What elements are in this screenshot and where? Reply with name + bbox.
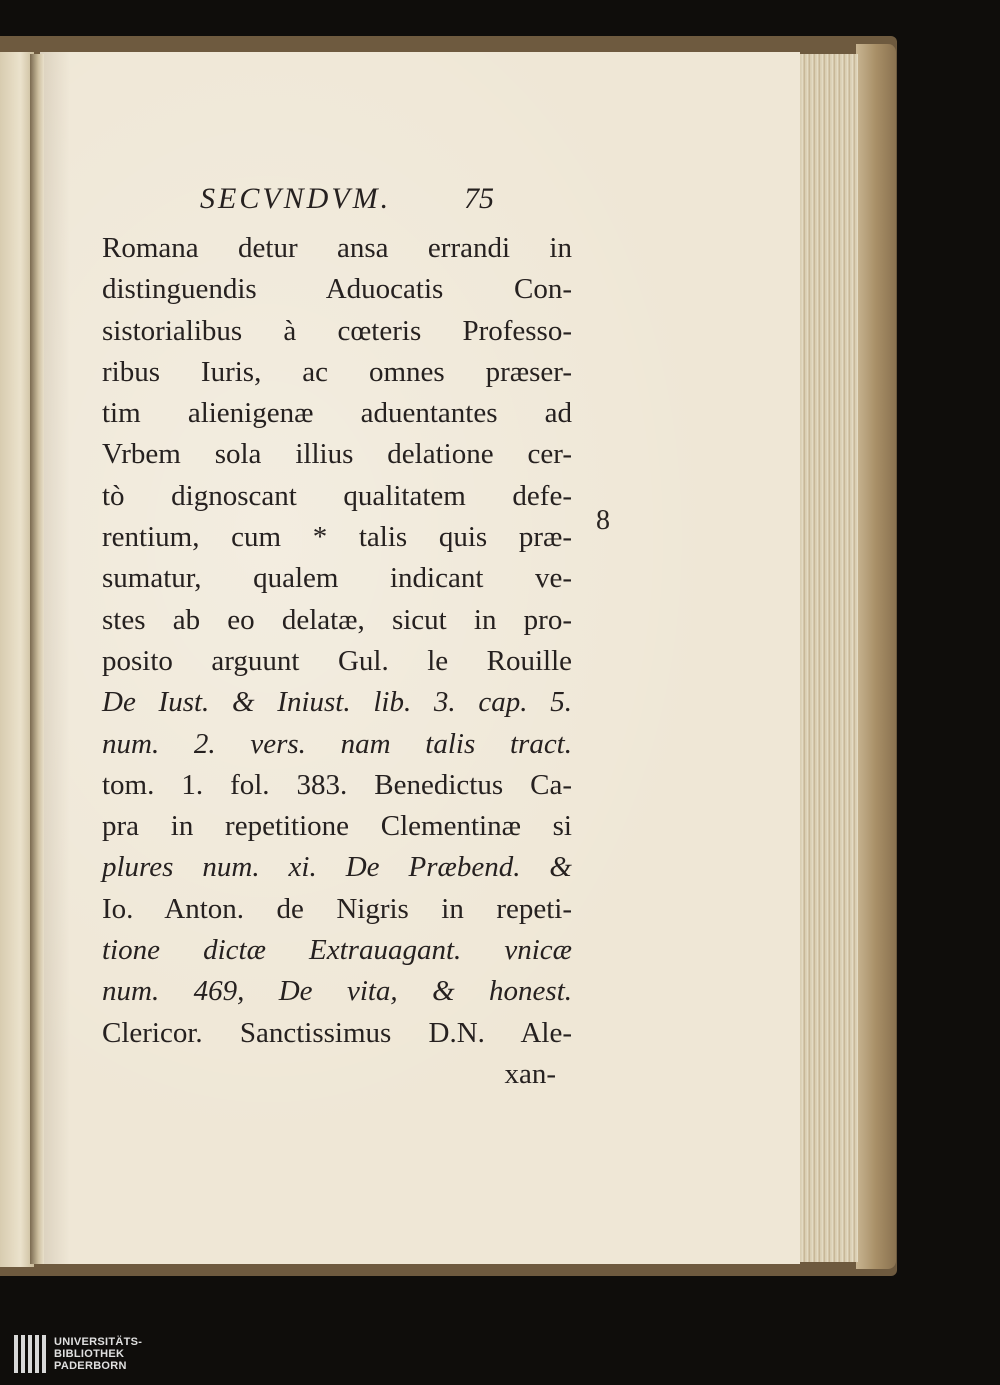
page-number: 75 (464, 182, 494, 215)
text-line: xan- (504, 1057, 556, 1090)
marginal-number: 8 (596, 505, 610, 536)
text-lines (102, 228, 572, 1095)
book-cover-edge (856, 44, 896, 1269)
text-line: Io. Anton. de Nigris in repeti- (102, 892, 572, 925)
library-logo (14, 1335, 142, 1373)
text-line: Romana detur ansa errandi in (102, 232, 572, 264)
library-logo-mark (14, 1335, 46, 1373)
text-line: num. 2. vers. nam talis tract. (102, 727, 572, 760)
running-head: SECVNDVM. (200, 182, 392, 215)
page-edges (796, 54, 858, 1262)
text-line: tione dictæ Extrauagant. vnicæ (102, 934, 572, 967)
text-line: ribus Iuris, ac omnes præser- (102, 355, 572, 388)
text-line: sumatur, qualem indicant ve- (102, 562, 572, 595)
text-line: sistorialibus à cœteris Professo- (102, 314, 572, 347)
text-line: tom. 1. fol. 383. Benedictus Ca- (102, 768, 572, 801)
text-line: tim alienigenæ aduentantes ad (102, 397, 572, 430)
library-name-line: PADERBORN (54, 1360, 127, 1372)
text-line: posito arguunt Gul. le Rouille (102, 644, 572, 677)
text-line: tò dignoscant qualitatem defe- (102, 479, 572, 512)
left-page-edge (0, 52, 34, 1267)
text-line: Vrbem sola illius delatione cer- (102, 438, 572, 471)
page-gutter (30, 54, 44, 1264)
text-line: distinguendis Aduocatis Con- (102, 273, 572, 306)
text-line: rentium, cum * talis quis præ- (102, 521, 572, 554)
text-line: stes ab eo delatæ, sicut in pro- (102, 603, 572, 636)
text-line: De Iust. & Iniust. lib. 3. cap. 5. (102, 686, 572, 719)
page-header (102, 182, 572, 228)
text-line: plures num. xi. De Præbend. & (102, 851, 572, 884)
library-name-line: BIBLIOTHEK (54, 1348, 125, 1360)
page-text (102, 182, 572, 1095)
text-line: Clericor. Sanctissimus D.N. Ale- (102, 1016, 572, 1049)
text-line: pra in repetitione Clementinæ si (102, 810, 572, 843)
text-line: num. 469, De vita, & honest. (102, 975, 572, 1008)
library-name (54, 1336, 142, 1372)
library-name-line: UNIVERSITÄTS- (54, 1336, 143, 1348)
